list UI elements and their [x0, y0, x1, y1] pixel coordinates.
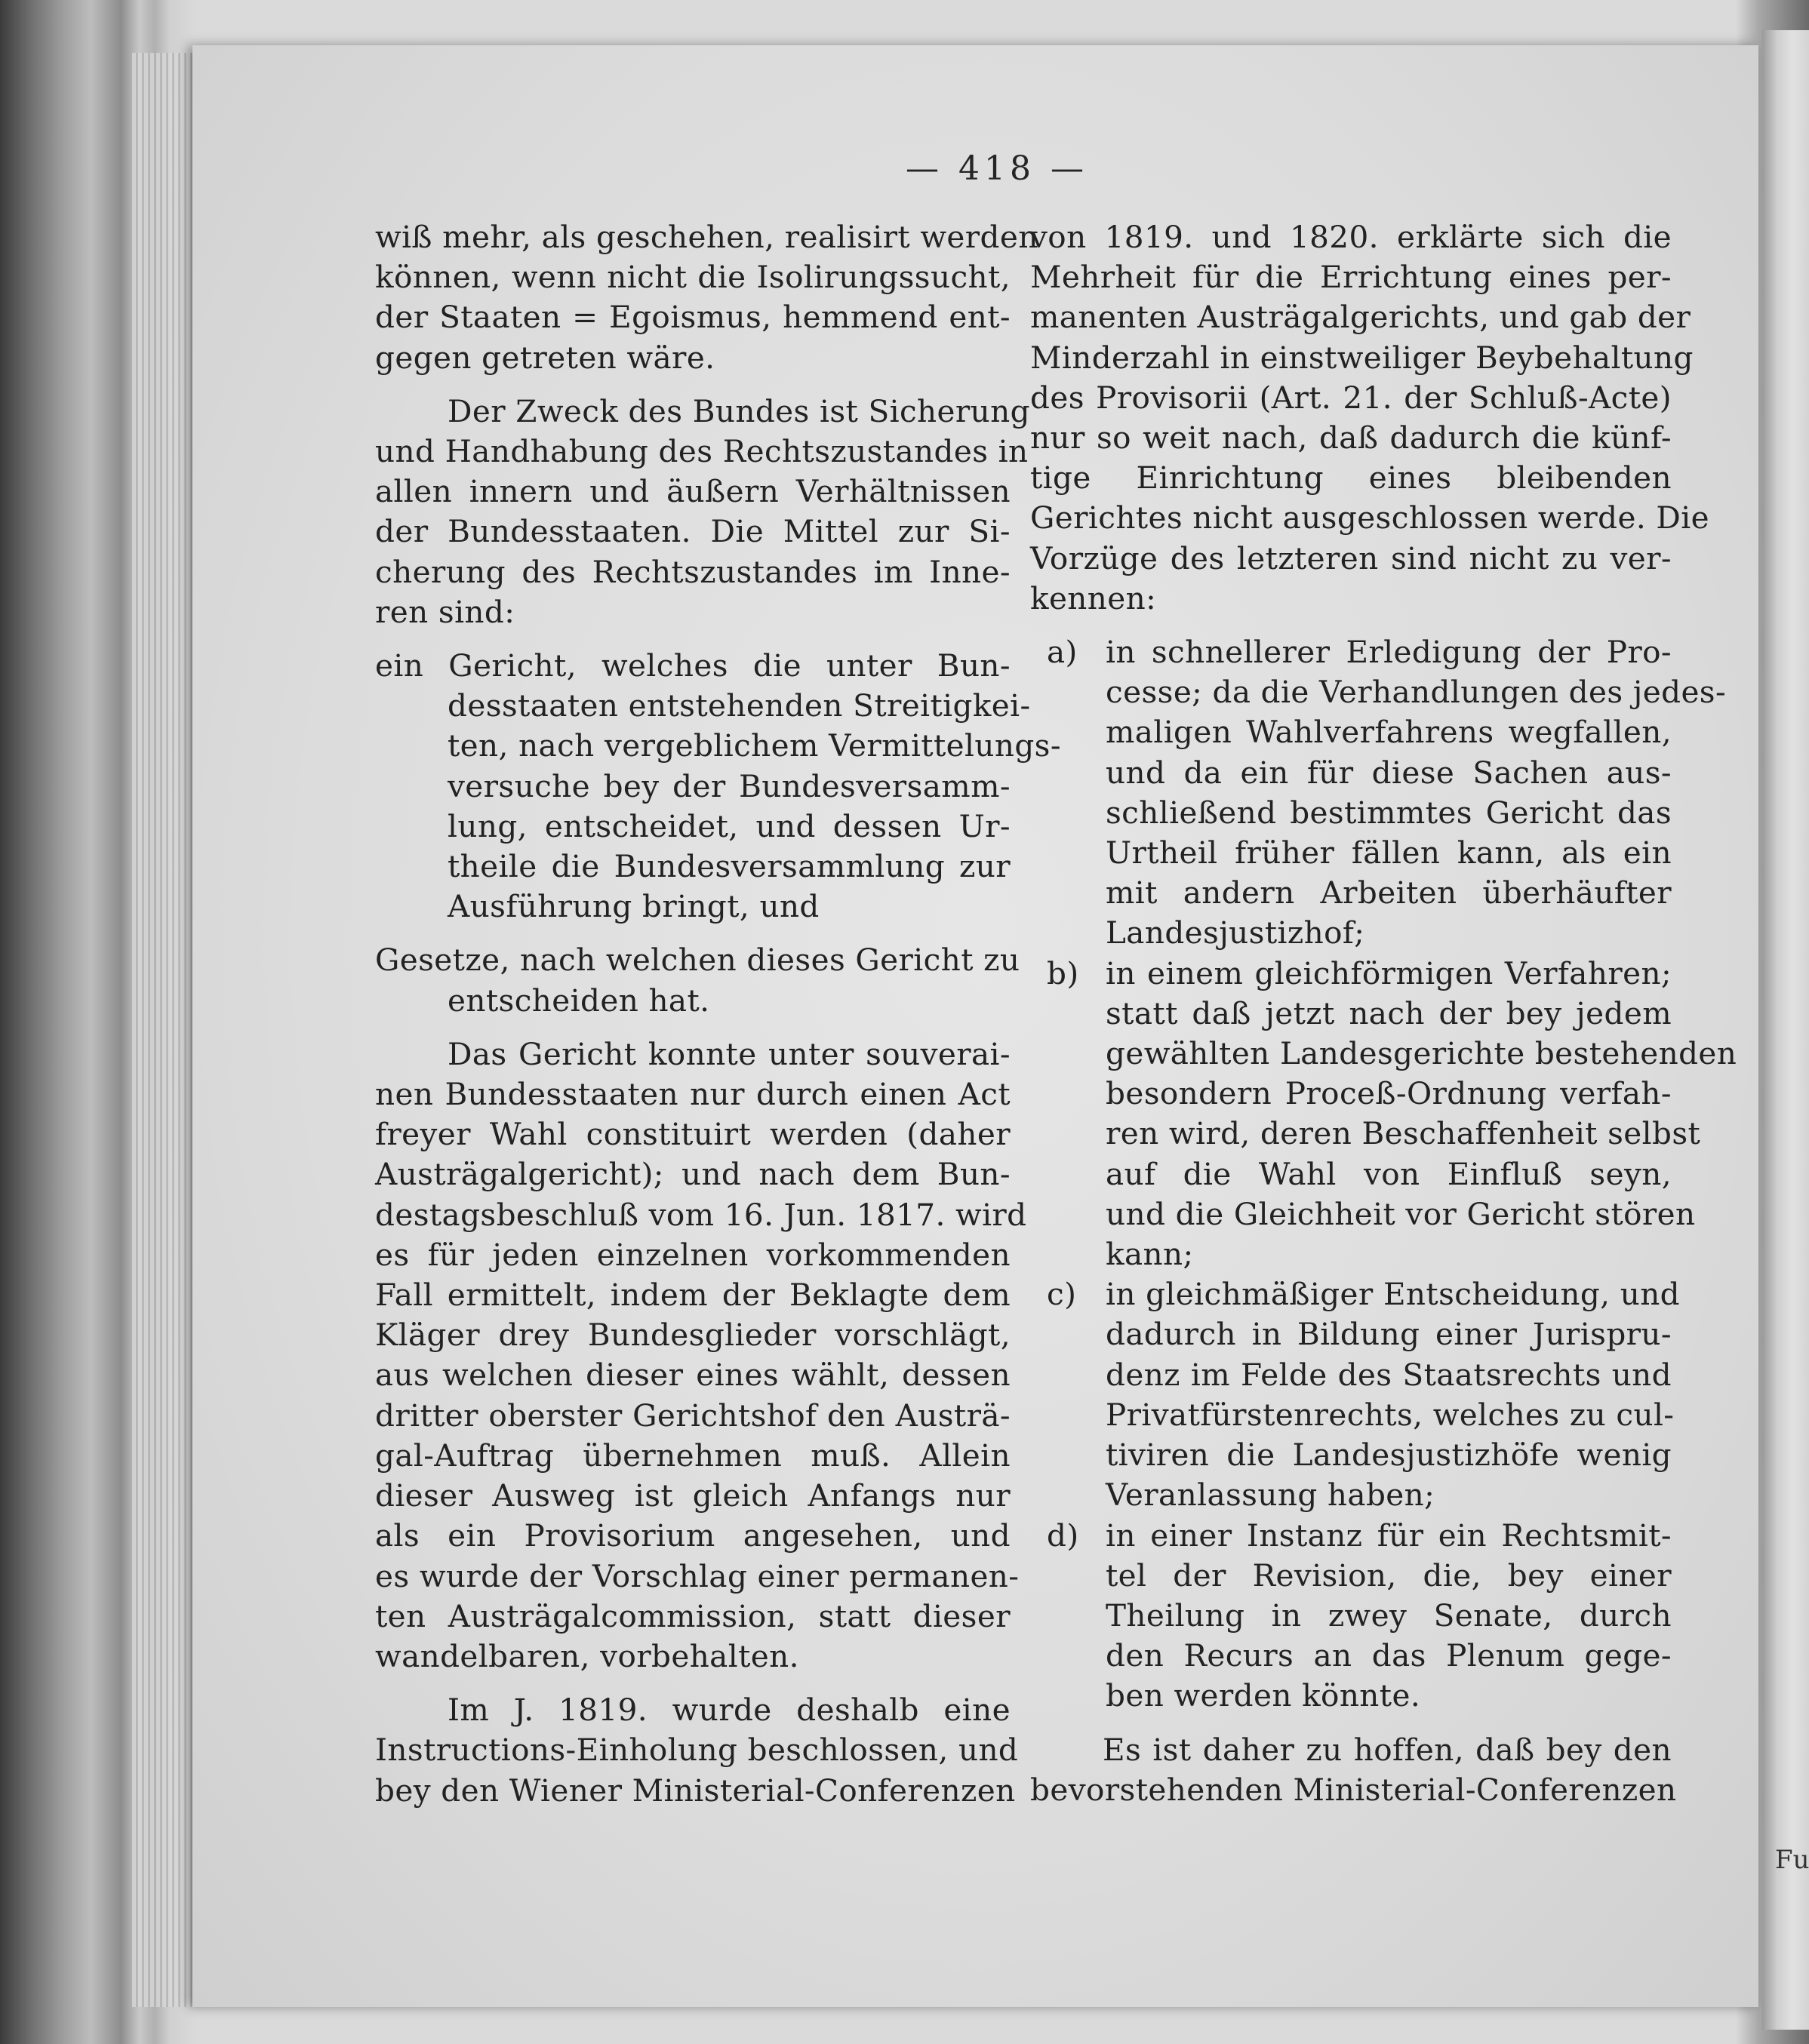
line-text: in schnellerer Erledigung der Pro- [1106, 634, 1672, 671]
text-line [375, 1235, 1011, 1275]
text-line [375, 1355, 1011, 1395]
line-text: dadurch in Bildung einer Jurispru- [1106, 1316, 1672, 1353]
text-line [1030, 1516, 1672, 1556]
text-line [1030, 994, 1672, 1034]
text-line [375, 338, 1011, 378]
line-text: nen Bundesstaaten nur durch einen Act [375, 1076, 1011, 1113]
text-line [375, 1690, 1011, 1730]
line-text: kann; [1106, 1236, 1194, 1273]
line-text: der Staaten = Egoismus, hemmend ent- [375, 299, 1011, 336]
line-text: Es ist daher zu hoffen, daß bey den [1103, 1731, 1672, 1768]
text-line [1030, 833, 1672, 873]
line-text: Gesetze, nach welchen dieses Gericht zu [375, 942, 1020, 979]
text-line [1030, 954, 1672, 994]
text-line [375, 887, 1011, 927]
line-text: bevorstehenden Ministerial-Conferenzen [1030, 1771, 1677, 1808]
text-line [1030, 1435, 1672, 1475]
text-line [375, 1396, 1011, 1436]
line-text: allen innern und äußern Verhältnissen [375, 473, 1011, 510]
text-line [375, 1436, 1011, 1476]
text-line [375, 807, 1011, 847]
line-text: Fall ermittelt, indem der Beklagte dem [375, 1277, 1011, 1314]
line-text: Austrägalgericht); und nach dem Bun- [375, 1156, 1011, 1193]
line-text: gegen getreten wäre. [375, 339, 715, 376]
line-text: lung, entscheidet, und dessen Ur- [448, 807, 1011, 844]
line-text: Kläger drey Bundesglieder vorschlägt, [375, 1317, 1011, 1354]
line-text: Im J. 1819. wurde deshalb eine [448, 1692, 1011, 1729]
line-text: entscheiden hat. [448, 982, 710, 1019]
text-line [375, 217, 1038, 257]
line-text: Landesjustizhof; [1106, 914, 1365, 951]
line-text: können, wenn nicht die Isolirungssucht, [375, 259, 1011, 296]
text-line [1030, 913, 1672, 953]
line-text: kennen: [1030, 579, 1157, 616]
text-line [375, 552, 1011, 592]
text-line [375, 767, 1011, 807]
text-line [375, 592, 1011, 632]
list-item-label: a) [1047, 634, 1078, 671]
line-text: ren sind: [375, 593, 515, 630]
text-line [375, 1771, 1016, 1811]
line-text: und Handhabung des Rechtszustandes in [375, 433, 1029, 470]
text-line [375, 257, 1011, 297]
line-text: statt daß jetzt nach der bey jedem [1106, 994, 1672, 1031]
page-number: — 418 — [906, 149, 1088, 188]
line-text: aus welchen dieser eines wählt, dessen [375, 1357, 1011, 1394]
text-line [1030, 418, 1672, 458]
text-line [1030, 498, 1709, 538]
line-text: nur so weit nach, daß dadurch die künf- [1030, 420, 1672, 456]
line-text: ren wird, deren Beschaffenheit selbst [1106, 1115, 1701, 1152]
text-line [1030, 1596, 1672, 1636]
text-line [1030, 1395, 1675, 1435]
line-text: als ein Provisorium angesehen, und [375, 1517, 1011, 1554]
line-text: tiviren die Landesjustizhöfe wenig [1106, 1437, 1672, 1474]
line-text: Mehrheit für die Errichtung eines per- [1030, 259, 1672, 296]
text-line [1030, 579, 1672, 619]
line-text: es wurde der Vorschlag einer permanen- [375, 1557, 1020, 1594]
text-line [1030, 1556, 1672, 1596]
line-text: Minderzahl in einstweiliger Beybehaltung [1030, 339, 1694, 376]
line-text: und die Gleichheit vor Gericht stören [1106, 1195, 1696, 1232]
text-line [1030, 1114, 1701, 1154]
paragraph-gap [375, 1677, 1011, 1690]
text-line [375, 726, 1061, 766]
text-line [375, 1195, 1027, 1235]
line-text: dritter oberster Gerichtshof den Austrä- [375, 1397, 1011, 1434]
line-text: Instructions-Einholung beschlossen, und [375, 1732, 1019, 1769]
line-text: auf die Wahl von Einfluß seyn, [1106, 1155, 1672, 1192]
text-line [1030, 1074, 1672, 1114]
text-line [1030, 632, 1672, 672]
text-line [1030, 1636, 1672, 1676]
text-line [1030, 338, 1694, 378]
line-text: in einem gleichförmigen Verfahren; [1106, 954, 1672, 991]
text-line [1030, 1034, 1737, 1074]
line-text: ten, nach vergeblichem Vermittelungs- [448, 727, 1061, 764]
paragraph-gap [1030, 1717, 1672, 1730]
paragraph-gap [1030, 619, 1672, 632]
line-text: Gerichtes nicht ausgeschlossen werde. Die [1030, 499, 1709, 536]
facing-page-edge [1762, 30, 1809, 2030]
text-line [1030, 1314, 1672, 1354]
text-line [1030, 217, 1672, 257]
line-text: ten Austrägalcommission, statt dieser [375, 1597, 1011, 1634]
line-text: cesse; da die Verhandlungen des jedes- [1106, 674, 1727, 711]
line-text: wandelbaren, vorbehalten. [375, 1637, 799, 1674]
line-text: Urtheil früher fällen kann, als ein [1106, 835, 1672, 871]
line-text: tel der Revision, die, bey einer [1106, 1557, 1672, 1594]
text-line [375, 646, 1011, 686]
list-item-label: b) [1047, 954, 1079, 991]
paragraph-gap [375, 378, 1011, 392]
text-line [1030, 1770, 1677, 1810]
text-line [375, 1154, 1011, 1194]
line-text: Veranlassung haben; [1106, 1477, 1435, 1514]
line-text: in gleichmäßiger Entscheidung, und [1106, 1276, 1681, 1313]
line-text: besondern Proceß-Ordnung verfah- [1106, 1075, 1672, 1112]
margin-note: Fu [1775, 1845, 1809, 1875]
text-line [1030, 458, 1672, 498]
text-line [375, 297, 1011, 337]
line-text: Das Gericht konnte unter souverai- [448, 1035, 1011, 1072]
line-text: Vorzüge des letzteren sind nicht zu ver- [1030, 539, 1672, 576]
left-text-column [375, 217, 1061, 1811]
line-text: in einer Instanz für ein Rechtsmit- [1106, 1517, 1672, 1554]
line-text: gewählten Landesgerichte bestehenden [1106, 1035, 1737, 1072]
text-line [375, 1074, 1011, 1114]
text-line [375, 940, 1020, 980]
text-line [375, 392, 1030, 432]
line-text: von 1819. und 1820. erklärte sich die [1030, 219, 1672, 255]
line-text: tige Einrichtung eines bleibenden [1030, 460, 1672, 496]
line-text: Ausführung bringt, und [448, 888, 820, 925]
text-line [375, 981, 1011, 1021]
line-text: wiß mehr, als geschehen, realisirt werden [375, 219, 1038, 255]
text-line [1030, 539, 1672, 579]
line-text: und da ein für diese Sachen aus- [1106, 754, 1672, 791]
text-line [1030, 1355, 1672, 1395]
text-line [1030, 1730, 1672, 1770]
line-text: versuche bey der Bundesversamm- [448, 767, 1011, 804]
list-item-label: c) [1047, 1276, 1077, 1313]
paragraph-gap [375, 1021, 1011, 1034]
paragraph-gap [375, 632, 1011, 646]
line-text: ein Gericht, welches die unter Bun- [375, 647, 1011, 684]
text-line [1030, 1154, 1672, 1194]
text-line [375, 432, 1029, 472]
line-text: mit andern Arbeiten überhäufter [1106, 874, 1672, 911]
line-text: cherung des Rechtszustandes im Inne- [375, 553, 1011, 590]
text-line [375, 686, 1031, 726]
line-text: Der Zweck des Bundes ist Sicherung [448, 392, 1030, 429]
text-line [1030, 793, 1672, 833]
line-text: Privatfürstenrechts, welches zu cul- [1106, 1396, 1675, 1433]
line-text: es für jeden einzelnen vorkommenden [375, 1236, 1011, 1273]
right-text-column [1030, 217, 1737, 1810]
line-text: theile die Bundesversammlung zur [448, 848, 1011, 885]
line-text: maligen Wahlverfahrens wegfallen, [1106, 714, 1672, 751]
text-line [375, 1637, 1011, 1677]
line-text: destagsbeschluß vom 16. Jun. 1817. wird [375, 1196, 1027, 1233]
text-line [1030, 297, 1691, 337]
text-line [375, 1114, 1011, 1154]
text-line [375, 1476, 1011, 1516]
text-line [375, 1516, 1011, 1556]
text-line [1030, 1194, 1696, 1234]
text-line [375, 1034, 1011, 1074]
text-line [1030, 378, 1672, 418]
text-line [1030, 1676, 1672, 1716]
text-line [375, 1315, 1011, 1355]
text-line [375, 472, 1011, 512]
list-item-label: d) [1047, 1517, 1079, 1554]
line-text: der Bundesstaaten. Die Mittel zur Si- [375, 513, 1011, 550]
line-text: freyer Wahl constituirt werden (daher [375, 1116, 1011, 1153]
text-line [375, 1275, 1011, 1315]
line-text: des Provisorii (Art. 21. der Schluß-Acte) [1030, 379, 1672, 416]
text-line [375, 1557, 1020, 1597]
line-text: ben werden könnte. [1106, 1677, 1421, 1714]
line-text: dieser Ausweg ist gleich Anfangs nur [375, 1477, 1011, 1514]
page-stack-edge [132, 53, 200, 2007]
line-text: den Recurs an das Plenum gege- [1106, 1637, 1672, 1674]
line-text: denz im Felde des Staatsrechts und [1106, 1356, 1672, 1393]
text-line [1030, 712, 1672, 752]
text-line [1030, 1234, 1672, 1274]
line-text: schließend bestimmtes Gericht das [1106, 794, 1672, 831]
text-line [375, 847, 1011, 887]
text-line [375, 1597, 1011, 1637]
line-text: gal-Auftrag übernehmen muß. Allein [375, 1437, 1011, 1474]
paragraph-gap [375, 927, 1011, 940]
text-line [1030, 257, 1672, 297]
text-line [1030, 1274, 1681, 1314]
text-line [1030, 873, 1672, 913]
line-text: desstaaten entstehenden Streitigkei- [448, 687, 1031, 724]
text-line [1030, 753, 1672, 793]
text-line [375, 1730, 1019, 1770]
text-line [375, 512, 1011, 552]
line-text: bey den Wiener Ministerial-Conferenzen [375, 1772, 1016, 1809]
text-line [1030, 1475, 1672, 1515]
line-text: Theilung in zwey Senate, durch [1106, 1597, 1672, 1634]
text-line [1030, 672, 1727, 712]
line-text: manenten Austrägalgerichts, und gab der [1030, 299, 1691, 336]
